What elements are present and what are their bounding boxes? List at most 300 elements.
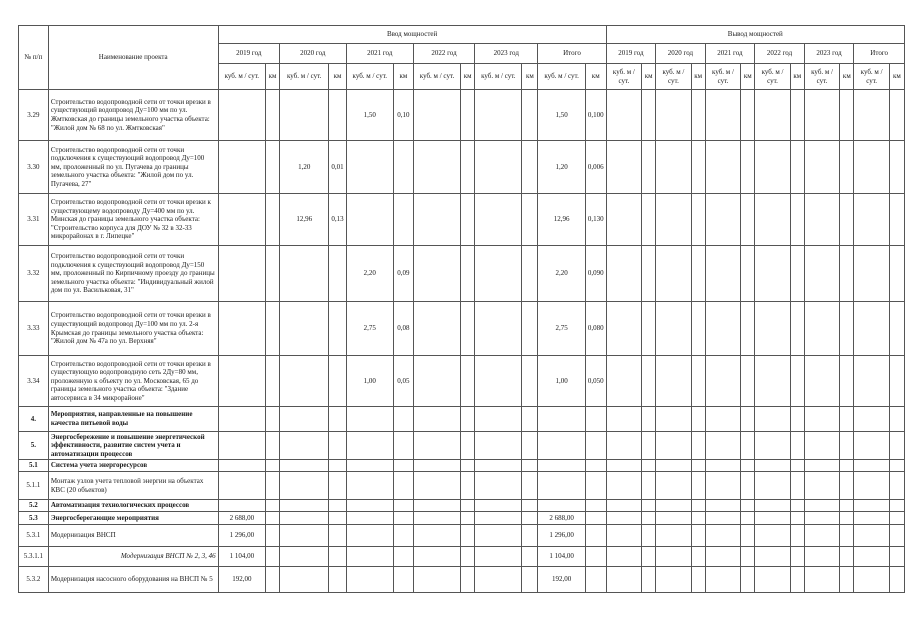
project-name: Строительство водопроводной сети от точки врезки в существующую водопроводную сеть 2Ду=80 мм, проложенную к объекту по ул. Московская, 65 до границы земельного участка объекта: "Здание автосервиса в 34 микрорайоне" [48, 356, 218, 407]
empty-cell [522, 194, 538, 246]
empty-cell [755, 547, 791, 567]
empty-cell [585, 407, 606, 432]
empty-cell [705, 525, 741, 547]
value-cell-totm: 2,20 [538, 246, 585, 302]
project-name: Энергосбережение и повышение энергетической эффективности, развитие систем учета и автоматизации процессов [48, 432, 218, 460]
empty-cell [691, 472, 705, 500]
empty-cell [280, 90, 329, 141]
empty-cell [346, 432, 393, 460]
empty-cell [606, 567, 642, 593]
row-number: 5. [19, 432, 49, 460]
empty-cell [329, 246, 346, 302]
empty-cell [585, 525, 606, 547]
empty-cell [705, 547, 741, 567]
empty-cell [218, 472, 265, 500]
empty-cell [889, 194, 904, 246]
empty-cell [393, 525, 413, 547]
empty-cell [889, 432, 904, 460]
empty-cell [413, 90, 460, 141]
empty-cell [854, 432, 890, 460]
empty-cell [755, 512, 791, 525]
empty-cell [741, 302, 755, 356]
header-year-vvod: Итого [538, 44, 606, 64]
empty-cell [755, 356, 791, 407]
empty-cell [393, 500, 413, 512]
header-unit-vvod: км [266, 64, 280, 90]
value-cell-totm: 1,00 [538, 356, 585, 407]
empty-cell [854, 525, 890, 547]
empty-cell [804, 472, 840, 500]
header-year-vvod: 2022 год [413, 44, 474, 64]
header-vvod: Ввод мощностей [218, 26, 606, 44]
empty-cell [656, 90, 692, 141]
header-unit-vyvod: куб. м / сут. [656, 64, 692, 90]
empty-cell [889, 525, 904, 547]
empty-cell [393, 194, 413, 246]
header-unit-vvod: км [329, 64, 346, 90]
table-row [19, 567, 905, 593]
empty-cell [804, 141, 840, 194]
empty-cell [475, 500, 522, 512]
empty-cell [393, 432, 413, 460]
empty-cell [218, 460, 265, 472]
project-name: Строительство водопроводной сети от точки подключения к существующий водопровод Ду=150 мм, проложенный по Кирпичному проезду до границы земельного участка объекта: "Индивидуальный жилой дом по ул. Васильковая, 31" [48, 246, 218, 302]
empty-cell [840, 500, 854, 512]
project-name: Мероприятия, направленные на повышение качества питьевой воды [48, 407, 218, 432]
empty-cell [691, 525, 705, 547]
project-name: Строительство водопроводной сети от точки врезки в существующий водопровод Ду=100 мм по ул. Жмтковская до границы земельного участка объекта: "Жилой дом № 68 по ул. Жмтковская" [48, 90, 218, 141]
empty-cell [606, 472, 642, 500]
table-row [19, 356, 905, 407]
empty-cell [475, 90, 522, 141]
empty-cell [461, 460, 475, 472]
project-name: Автоматизация технологических процессов [48, 500, 218, 512]
empty-cell [606, 194, 642, 246]
empty-cell [656, 500, 692, 512]
value-cell-totk: 0,090 [585, 246, 606, 302]
table-row [19, 90, 905, 141]
header-unit-vvod: км [585, 64, 606, 90]
empty-cell [642, 407, 656, 432]
empty-cell [691, 302, 705, 356]
empty-cell [329, 512, 346, 525]
empty-cell [522, 141, 538, 194]
empty-cell [642, 460, 656, 472]
empty-cell [804, 194, 840, 246]
header-unit-vvod: км [393, 64, 413, 90]
empty-cell [475, 567, 522, 593]
empty-cell [705, 432, 741, 460]
header-name: Наименование проекта [48, 26, 218, 90]
empty-cell [840, 432, 854, 460]
empty-cell [475, 356, 522, 407]
empty-cell [218, 356, 265, 407]
empty-cell [691, 512, 705, 525]
empty-cell [585, 512, 606, 525]
empty-cell [840, 356, 854, 407]
header-unit-vvod: куб. м / сут. [280, 64, 329, 90]
empty-cell [642, 432, 656, 460]
empty-cell [413, 194, 460, 246]
empty-cell [538, 500, 585, 512]
empty-cell [585, 500, 606, 512]
empty-cell [705, 567, 741, 593]
empty-cell [522, 246, 538, 302]
empty-cell [705, 407, 741, 432]
value-cell-totm: 2,75 [538, 302, 585, 356]
empty-cell [691, 407, 705, 432]
value-cell-v2021k: 0,09 [393, 246, 413, 302]
empty-cell [691, 141, 705, 194]
value-cell-v2019m: 2 688,00 [218, 512, 265, 525]
empty-cell [691, 194, 705, 246]
empty-cell [413, 246, 460, 302]
header-unit-vyvod: куб. м / сут. [606, 64, 642, 90]
row-number: 5.1 [19, 460, 49, 472]
empty-cell [393, 512, 413, 525]
table-row [19, 302, 905, 356]
empty-cell [741, 547, 755, 567]
empty-cell [413, 356, 460, 407]
empty-cell [755, 472, 791, 500]
row-number: 5.1.1 [19, 472, 49, 500]
empty-cell [889, 246, 904, 302]
empty-cell [585, 460, 606, 472]
empty-cell [413, 567, 460, 593]
empty-cell [854, 500, 890, 512]
empty-cell [854, 141, 890, 194]
value-cell-v2021k: 0,10 [393, 90, 413, 141]
empty-cell [346, 567, 393, 593]
value-cell-v2021m: 1,00 [346, 356, 393, 407]
empty-cell [413, 141, 460, 194]
row-number: 5.3.2 [19, 567, 49, 593]
empty-cell [790, 500, 804, 512]
empty-cell [280, 432, 329, 460]
value-cell-totk: 0,050 [585, 356, 606, 407]
empty-cell [413, 432, 460, 460]
empty-cell [606, 356, 642, 407]
empty-cell [218, 194, 265, 246]
empty-cell [889, 500, 904, 512]
empty-cell [642, 141, 656, 194]
empty-cell [266, 472, 280, 500]
empty-cell [461, 356, 475, 407]
empty-cell [475, 246, 522, 302]
empty-cell [346, 194, 393, 246]
empty-cell [280, 512, 329, 525]
empty-cell [656, 567, 692, 593]
header-year-vyvod: 2020 год [656, 44, 706, 64]
project-name: Модернизация ВНСП [48, 525, 218, 547]
project-name: Система учета энергоресурсов [48, 460, 218, 472]
empty-cell [790, 90, 804, 141]
empty-cell [656, 194, 692, 246]
empty-cell [266, 246, 280, 302]
empty-cell [461, 90, 475, 141]
table-row [19, 246, 905, 302]
empty-cell [218, 500, 265, 512]
empty-cell [705, 356, 741, 407]
empty-cell [475, 512, 522, 525]
empty-cell [475, 194, 522, 246]
table-row [19, 547, 905, 567]
empty-cell [346, 547, 393, 567]
table-row [19, 432, 905, 460]
table-row [19, 512, 905, 525]
empty-cell [280, 500, 329, 512]
empty-cell [266, 547, 280, 567]
empty-cell [755, 525, 791, 547]
empty-cell [585, 432, 606, 460]
empty-cell [413, 302, 460, 356]
empty-cell [741, 356, 755, 407]
header-unit-vyvod: км [790, 64, 804, 90]
empty-cell [413, 525, 460, 547]
empty-cell [741, 432, 755, 460]
empty-cell [854, 472, 890, 500]
empty-cell [741, 472, 755, 500]
empty-cell [346, 512, 393, 525]
empty-cell [656, 141, 692, 194]
empty-cell [840, 246, 854, 302]
empty-cell [266, 356, 280, 407]
empty-cell [266, 500, 280, 512]
empty-cell [475, 407, 522, 432]
value-cell-totm: 1,50 [538, 90, 585, 141]
empty-cell [656, 356, 692, 407]
empty-cell [280, 302, 329, 356]
empty-cell [656, 525, 692, 547]
row-number: 3.33 [19, 302, 49, 356]
empty-cell [755, 432, 791, 460]
empty-cell [218, 302, 265, 356]
empty-cell [889, 512, 904, 525]
empty-cell [840, 567, 854, 593]
empty-cell [889, 407, 904, 432]
empty-cell [804, 407, 840, 432]
empty-cell [329, 460, 346, 472]
empty-cell [280, 460, 329, 472]
empty-cell [790, 512, 804, 525]
header-unit-vyvod: км [741, 64, 755, 90]
empty-cell [790, 547, 804, 567]
empty-cell [642, 567, 656, 593]
table-row [19, 194, 905, 246]
empty-cell [840, 302, 854, 356]
empty-cell [889, 460, 904, 472]
empty-cell [461, 194, 475, 246]
empty-cell [522, 472, 538, 500]
row-number: 5.2 [19, 500, 49, 512]
empty-cell [889, 90, 904, 141]
empty-cell [522, 547, 538, 567]
empty-cell [606, 246, 642, 302]
empty-cell [705, 90, 741, 141]
project-name: Строительство водопроводной сети от точки врезки в существующий водопровод Ду=100 мм по ул. 2-я Крымская до границы земельного участка объекта: "Жилой дом № 47а по ул. Верхняя" [48, 302, 218, 356]
empty-cell [329, 407, 346, 432]
value-cell-totk: 0,130 [585, 194, 606, 246]
value-cell-v2021k: 0,05 [393, 356, 413, 407]
header-unit-vyvod: км [889, 64, 904, 90]
empty-cell [280, 472, 329, 500]
row-number: 3.32 [19, 246, 49, 302]
empty-cell [280, 547, 329, 567]
empty-cell [691, 432, 705, 460]
empty-cell [475, 141, 522, 194]
empty-cell [840, 460, 854, 472]
empty-cell [606, 547, 642, 567]
value-cell-v2019m: 1 296,00 [218, 525, 265, 547]
empty-cell [656, 407, 692, 432]
empty-cell [840, 194, 854, 246]
empty-cell [840, 547, 854, 567]
empty-cell [741, 246, 755, 302]
value-cell-totk: 0,100 [585, 90, 606, 141]
empty-cell [705, 141, 741, 194]
header-num: № п/п [19, 26, 49, 90]
empty-cell [475, 547, 522, 567]
empty-cell [461, 512, 475, 525]
empty-cell [691, 547, 705, 567]
empty-cell [854, 512, 890, 525]
empty-cell [755, 194, 791, 246]
empty-cell [218, 141, 265, 194]
empty-cell [804, 547, 840, 567]
empty-cell [585, 472, 606, 500]
value-cell-totk: 0,006 [585, 141, 606, 194]
empty-cell [790, 246, 804, 302]
empty-cell [656, 512, 692, 525]
empty-cell [461, 407, 475, 432]
empty-cell [266, 525, 280, 547]
empty-cell [393, 407, 413, 432]
empty-cell [218, 246, 265, 302]
empty-cell [854, 90, 890, 141]
row-number: 3.34 [19, 356, 49, 407]
empty-cell [804, 302, 840, 356]
empty-cell [691, 500, 705, 512]
empty-cell [475, 302, 522, 356]
empty-cell [840, 407, 854, 432]
empty-cell [755, 141, 791, 194]
empty-cell [266, 567, 280, 593]
empty-cell [346, 472, 393, 500]
empty-cell [413, 500, 460, 512]
empty-cell [642, 194, 656, 246]
header-unit-vvod: км [461, 64, 475, 90]
empty-cell [656, 246, 692, 302]
empty-cell [840, 512, 854, 525]
empty-cell [790, 194, 804, 246]
header-year-vvod: 2019 год [218, 44, 279, 64]
empty-cell [266, 302, 280, 356]
empty-cell [329, 525, 346, 547]
header-unit-vyvod: куб. м / сут. [804, 64, 840, 90]
empty-cell [461, 302, 475, 356]
empty-cell [642, 547, 656, 567]
value-cell-totm: 1,20 [538, 141, 585, 194]
empty-cell [522, 500, 538, 512]
table-row [19, 141, 905, 194]
empty-cell [606, 90, 642, 141]
value-cell-v2019m: 1 104,00 [218, 547, 265, 567]
empty-cell [656, 432, 692, 460]
row-number: 4. [19, 407, 49, 432]
empty-cell [266, 432, 280, 460]
value-cell-v2021m: 1,50 [346, 90, 393, 141]
empty-cell [461, 472, 475, 500]
header-unit-vyvod: куб. м / сут. [755, 64, 791, 90]
empty-cell [329, 356, 346, 407]
empty-cell [522, 432, 538, 460]
empty-cell [790, 525, 804, 547]
row-number: 5.3.1.1 [19, 547, 49, 567]
header-year-vyvod: 2023 год [804, 44, 854, 64]
empty-cell [280, 246, 329, 302]
table-row [19, 460, 905, 472]
value-cell-v2020m: 1,20 [280, 141, 329, 194]
empty-cell [790, 356, 804, 407]
empty-cell [538, 407, 585, 432]
empty-cell [585, 547, 606, 567]
empty-cell [585, 567, 606, 593]
empty-cell [804, 500, 840, 512]
empty-cell [329, 302, 346, 356]
empty-cell [741, 141, 755, 194]
empty-cell [218, 407, 265, 432]
header-unit-vvod: куб. м / сут. [346, 64, 393, 90]
empty-cell [705, 500, 741, 512]
empty-cell [741, 567, 755, 593]
empty-cell [475, 432, 522, 460]
empty-cell [461, 141, 475, 194]
header-unit-vyvod: куб. м / сут. [854, 64, 890, 90]
empty-cell [854, 460, 890, 472]
empty-cell [840, 141, 854, 194]
empty-cell [790, 472, 804, 500]
header-year-vvod: 2020 год [280, 44, 347, 64]
header-unit-vvod: куб. м / сут. [218, 64, 265, 90]
value-cell-v2019m: 192,00 [218, 567, 265, 593]
empty-cell [642, 356, 656, 407]
empty-cell [840, 472, 854, 500]
empty-cell [413, 407, 460, 432]
empty-cell [642, 90, 656, 141]
header-unit-vyvod: км [840, 64, 854, 90]
empty-cell [266, 407, 280, 432]
empty-cell [329, 500, 346, 512]
empty-cell [804, 460, 840, 472]
empty-cell [755, 90, 791, 141]
empty-cell [804, 356, 840, 407]
empty-cell [840, 90, 854, 141]
empty-cell [642, 525, 656, 547]
empty-cell [889, 472, 904, 500]
value-cell-totm: 192,00 [538, 567, 585, 593]
row-number: 5.3.1 [19, 525, 49, 547]
empty-cell [741, 525, 755, 547]
empty-cell [413, 512, 460, 525]
empty-cell [522, 512, 538, 525]
empty-cell [790, 460, 804, 472]
empty-cell [790, 302, 804, 356]
header-unit-vvod: куб. м / сут. [413, 64, 460, 90]
empty-cell [691, 567, 705, 593]
project-name: Модернизация ВНСП № 2, 3, 46 [48, 547, 218, 567]
empty-cell [329, 432, 346, 460]
empty-cell [522, 567, 538, 593]
